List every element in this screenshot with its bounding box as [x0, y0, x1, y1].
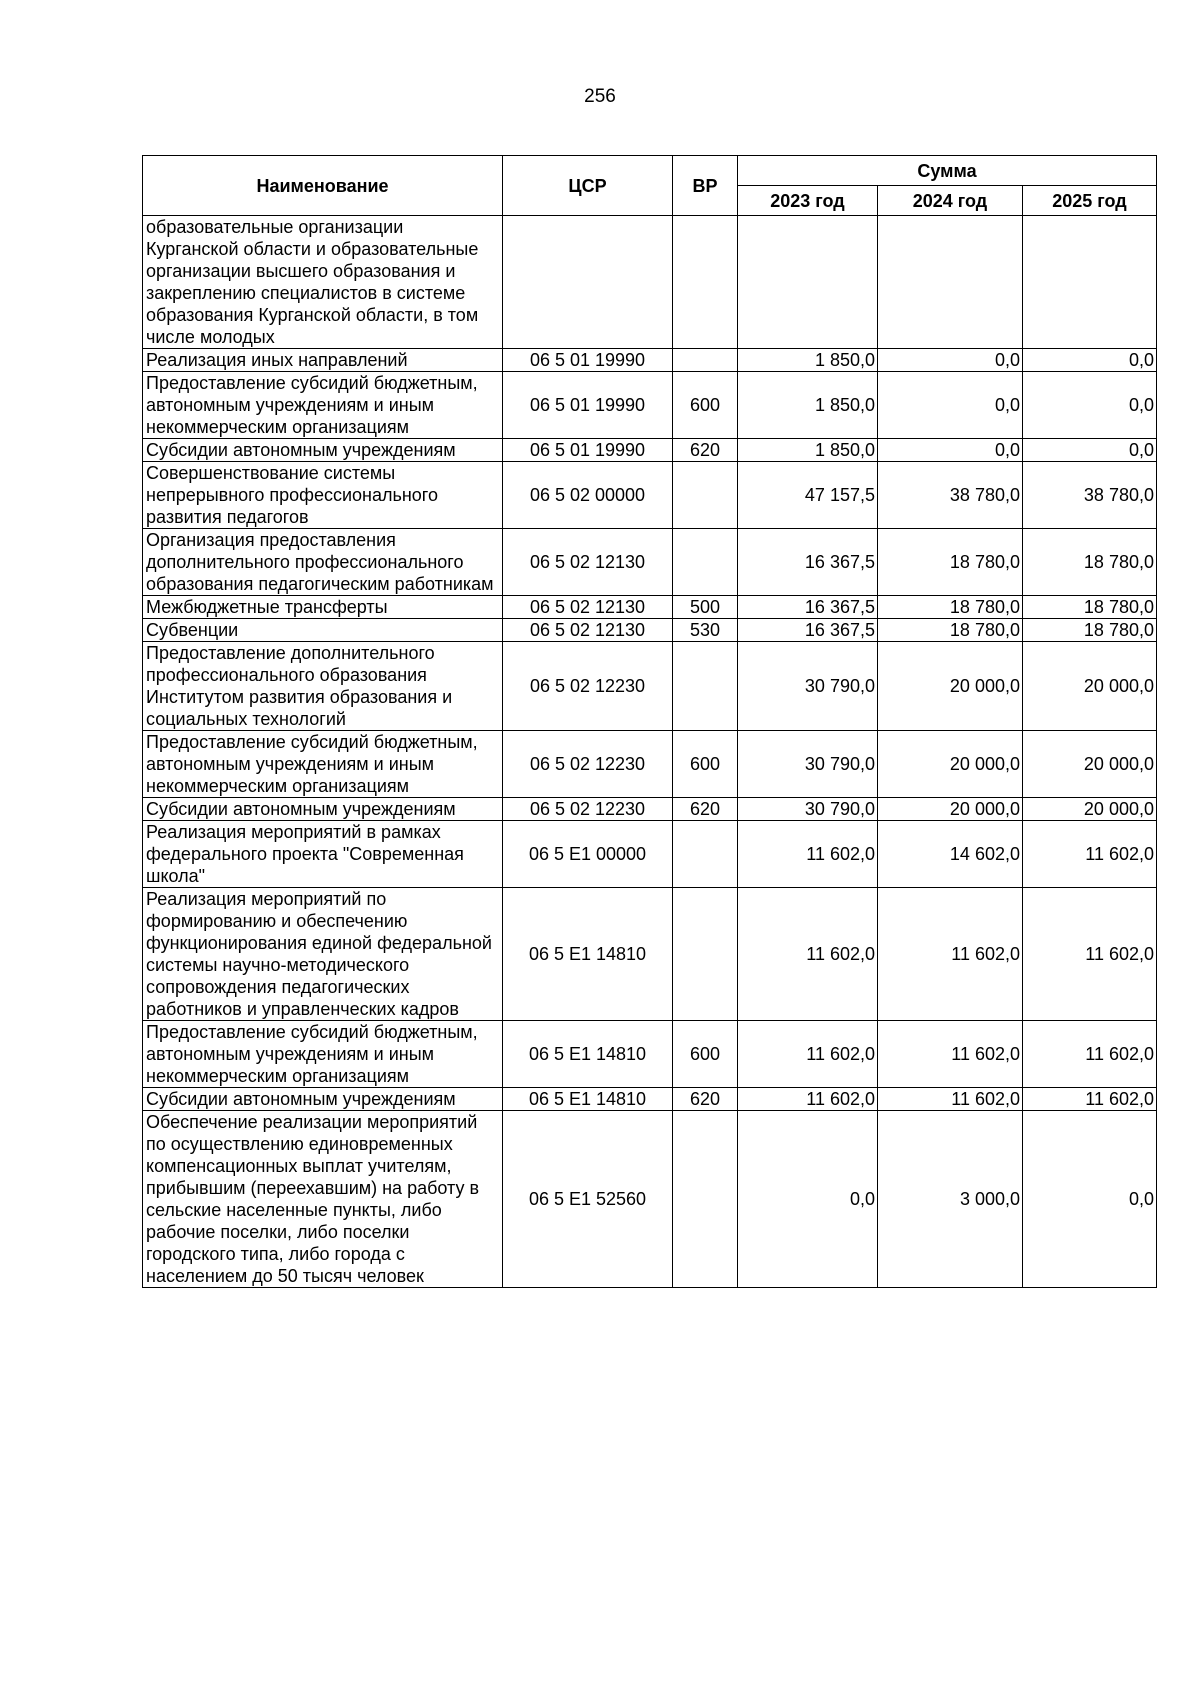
row-amount-2024-cell: 11 602,0 [878, 888, 1023, 1021]
row-amount-2023-cell: 30 790,0 [738, 642, 878, 731]
row-amount-2025-cell: 18 780,0 [1023, 529, 1157, 596]
row-name-cell: Предоставление субсидий бюджетным, автономным учреждениям и иным некоммерческим организациям [143, 372, 503, 439]
row-amount-2024-cell: 3 000,0 [878, 1111, 1023, 1288]
row-name-cell: Межбюджетные трансферты [143, 596, 503, 619]
row-csr-cell: 06 5 02 12130 [503, 529, 673, 596]
row-amount-2023-cell: 16 367,5 [738, 619, 878, 642]
row-vr-cell: 620 [673, 798, 738, 821]
header-year-2024: 2024 год [878, 186, 1023, 216]
row-vr-cell: 620 [673, 439, 738, 462]
table-row [143, 529, 1157, 596]
row-csr-cell: 06 5 02 00000 [503, 462, 673, 529]
row-name-cell: Субсидии автономным учреждениям [143, 1088, 503, 1111]
row-amount-2024-cell: 18 780,0 [878, 596, 1023, 619]
row-amount-2023-cell: 0,0 [738, 1111, 878, 1288]
row-amount-2024-cell: 38 780,0 [878, 462, 1023, 529]
table-header [143, 156, 1157, 216]
row-amount-2023-cell: 1 850,0 [738, 349, 878, 372]
row-amount-2025-cell: 0,0 [1023, 439, 1157, 462]
row-amount-2024-cell: 14 602,0 [878, 821, 1023, 888]
row-csr-cell: 06 5 02 12230 [503, 642, 673, 731]
row-name-cell: Реализация иных направлений [143, 349, 503, 372]
table-body [143, 216, 1157, 1288]
row-name-cell: Обеспечение реализации мероприятий по осуществлению единовременных компенсационных выплат учителям, прибывшим (переехавшим) на работу в сельские населенные пункты, либо рабочие поселки, либо поселки городского типа, либо города с населением до 50 тысяч человек [143, 1111, 503, 1288]
row-amount-2023-cell: 11 602,0 [738, 821, 878, 888]
row-amount-2025-cell: 38 780,0 [1023, 462, 1157, 529]
header-year-2025: 2025 год [1023, 186, 1157, 216]
row-name-cell: Субсидии автономным учреждениям [143, 798, 503, 821]
row-amount-2023-cell: 47 157,5 [738, 462, 878, 529]
table-row [143, 619, 1157, 642]
row-csr-cell [503, 216, 673, 349]
row-amount-2024-cell: 20 000,0 [878, 798, 1023, 821]
row-csr-cell: 06 5 E1 14810 [503, 1088, 673, 1111]
table-row [143, 731, 1157, 798]
row-vr-cell: 500 [673, 596, 738, 619]
table-row [143, 821, 1157, 888]
row-amount-2025-cell: 0,0 [1023, 372, 1157, 439]
row-amount-2025-cell: 20 000,0 [1023, 642, 1157, 731]
row-amount-2023-cell: 1 850,0 [738, 439, 878, 462]
row-amount-2025-cell: 11 602,0 [1023, 888, 1157, 1021]
header-sum: Сумма [738, 156, 1157, 186]
row-amount-2025-cell: 0,0 [1023, 1111, 1157, 1288]
table-row [143, 1021, 1157, 1088]
row-amount-2023-cell: 1 850,0 [738, 372, 878, 439]
row-amount-2025-cell: 18 780,0 [1023, 619, 1157, 642]
row-vr-cell [673, 642, 738, 731]
table-row [143, 349, 1157, 372]
row-vr-cell: 600 [673, 731, 738, 798]
row-amount-2024-cell: 20 000,0 [878, 731, 1023, 798]
row-amount-2024-cell: 18 780,0 [878, 619, 1023, 642]
table-row [143, 1111, 1157, 1288]
row-amount-2025-cell: 20 000,0 [1023, 798, 1157, 821]
row-name-cell: Организация предоставления дополнительного профессионального образования педагогическим работникам [143, 529, 503, 596]
row-name-cell: Субвенции [143, 619, 503, 642]
row-vr-cell: 600 [673, 1021, 738, 1088]
row-amount-2023-cell [738, 216, 878, 349]
row-csr-cell: 06 5 02 12130 [503, 596, 673, 619]
row-name-cell: Предоставление субсидий бюджетным, автономным учреждениям и иным некоммерческим организациям [143, 1021, 503, 1088]
table-row [143, 216, 1157, 349]
row-amount-2024-cell: 20 000,0 [878, 642, 1023, 731]
table-row [143, 596, 1157, 619]
row-amount-2023-cell: 11 602,0 [738, 888, 878, 1021]
row-vr-cell: 530 [673, 619, 738, 642]
row-vr-cell: 600 [673, 372, 738, 439]
row-vr-cell [673, 821, 738, 888]
row-csr-cell: 06 5 02 12230 [503, 731, 673, 798]
table-row [143, 1088, 1157, 1111]
table-row [143, 642, 1157, 731]
row-vr-cell [673, 462, 738, 529]
row-csr-cell: 06 5 E1 14810 [503, 888, 673, 1021]
row-csr-cell: 06 5 01 19990 [503, 372, 673, 439]
header-name: Наименование [143, 156, 503, 216]
row-name-cell: Совершенствование системы непрерывного профессионального развития педагогов [143, 462, 503, 529]
row-vr-cell [673, 216, 738, 349]
row-amount-2025-cell: 11 602,0 [1023, 821, 1157, 888]
row-csr-cell: 06 5 E1 14810 [503, 1021, 673, 1088]
row-vr-cell [673, 888, 738, 1021]
table-row [143, 462, 1157, 529]
row-csr-cell: 06 5 01 19990 [503, 349, 673, 372]
row-vr-cell [673, 529, 738, 596]
row-amount-2024-cell: 11 602,0 [878, 1088, 1023, 1111]
header-vr: ВР [673, 156, 738, 216]
table-row [143, 372, 1157, 439]
row-amount-2023-cell: 30 790,0 [738, 798, 878, 821]
row-csr-cell: 06 5 02 12230 [503, 798, 673, 821]
row-vr-cell: 620 [673, 1088, 738, 1111]
row-amount-2025-cell: 11 602,0 [1023, 1088, 1157, 1111]
budget-table [142, 155, 1157, 1288]
row-vr-cell [673, 349, 738, 372]
row-amount-2023-cell: 11 602,0 [738, 1088, 878, 1111]
table-row [143, 798, 1157, 821]
row-csr-cell: 06 5 E1 52560 [503, 1111, 673, 1288]
row-amount-2024-cell: 0,0 [878, 372, 1023, 439]
row-amount-2023-cell: 11 602,0 [738, 1021, 878, 1088]
table-row [143, 888, 1157, 1021]
row-amount-2025-cell: 11 602,0 [1023, 1021, 1157, 1088]
row-amount-2024-cell: 11 602,0 [878, 1021, 1023, 1088]
row-csr-cell: 06 5 02 12130 [503, 619, 673, 642]
row-amount-2024-cell: 0,0 [878, 349, 1023, 372]
row-vr-cell [673, 1111, 738, 1288]
row-amount-2023-cell: 30 790,0 [738, 731, 878, 798]
row-name-cell: образовательные организации Курганской области и образовательные организации высшего образования и закреплению специалистов в системе образования Курганской области, в том числе молодых [143, 216, 503, 349]
row-name-cell: Реализация мероприятий в рамках федерального проекта "Современная школа" [143, 821, 503, 888]
row-name-cell: Предоставление дополнительного профессионального образования Институтом развития образования и социальных технологий [143, 642, 503, 731]
row-amount-2025-cell [1023, 216, 1157, 349]
row-amount-2025-cell: 18 780,0 [1023, 596, 1157, 619]
row-amount-2024-cell [878, 216, 1023, 349]
row-amount-2023-cell: 16 367,5 [738, 529, 878, 596]
row-csr-cell: 06 5 01 19990 [503, 439, 673, 462]
row-amount-2024-cell: 18 780,0 [878, 529, 1023, 596]
row-amount-2024-cell: 0,0 [878, 439, 1023, 462]
row-name-cell: Субсидии автономным учреждениям [143, 439, 503, 462]
row-name-cell: Реализация мероприятий по формированию и обеспечению функционирования единой федеральной системы научно-методического сопровождения педагогических работников и управленческих кадров [143, 888, 503, 1021]
row-csr-cell: 06 5 E1 00000 [503, 821, 673, 888]
row-amount-2025-cell: 20 000,0 [1023, 731, 1157, 798]
row-name-cell: Предоставление субсидий бюджетным, автономным учреждениям и иным некоммерческим организациям [143, 731, 503, 798]
table-row [143, 439, 1157, 462]
header-year-2023: 2023 год [738, 186, 878, 216]
row-amount-2023-cell: 16 367,5 [738, 596, 878, 619]
row-amount-2025-cell: 0,0 [1023, 349, 1157, 372]
header-csr: ЦСР [503, 156, 673, 216]
page-number: 256 [584, 86, 616, 107]
